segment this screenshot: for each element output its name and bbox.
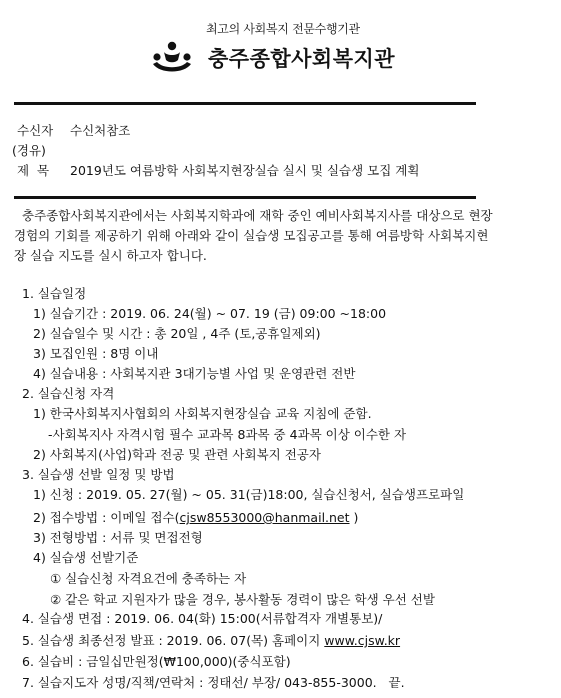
section-title-eligibility: 2. 실습신청 자격: [22, 386, 115, 401]
section-title-supervisor: 7. 실습지도자 성명/직책/연락처 : 정태선/ 부장/ 043-855-3000. 끝.: [22, 675, 405, 690]
list-item: 1) 신청 : 2019. 05. 27(월) ~ 05. 31(금)18:00, 실습신청서, 실습생프로파일: [33, 487, 465, 502]
header-divider: [14, 102, 476, 105]
org-name: 충주종합사회복지관: [208, 47, 396, 71]
list-item: 3) 모집인원 : 8명 이내: [33, 346, 159, 361]
list-item-text: 2) 접수방법 : 이메일 접수(: [33, 510, 180, 525]
list-subitem: -사회복지사 자격시험 필수 교과목 8과목 중 4과목 이상 이수한 자: [48, 427, 407, 442]
list-subitem: ① 실습신청 자격요건에 충족하는 자: [50, 571, 247, 586]
list-item: 1) 한국사회복지사협회의 사회복지현장실습 교육 지침에 준함.: [33, 406, 372, 421]
list-item: 4) 실습내용 : 사회복지관 3대기능별 사업 및 운영관련 전반: [33, 366, 356, 381]
list-item: 4) 실습생 선발기준: [33, 550, 139, 565]
section-title-selection: 3. 실습생 선발 일정 및 방법: [22, 467, 175, 482]
list-item: 1) 실습기간 : 2019. 06. 24(월) ~ 07. 19 (금) 09:00 ~18:00: [33, 306, 387, 321]
announcement-text: 5. 실습생 최종선정 발표 : 2019. 06. 07(목) 홈페이지: [22, 633, 325, 648]
list-item: [33, 510, 358, 526]
email-link[interactable]: cjsw8553000@hanmail.net: [179, 510, 350, 525]
recipient-label: 수신자: [17, 123, 54, 138]
intro-line: 경험의 기회를 제공하기 위해 아래와 같이 실습생 모집공고를 통해 여름방학 사회복지현: [14, 228, 489, 243]
org-logo: [150, 40, 194, 80]
intro-line: 장 실습 지도를 실시 하고자 합니다.: [14, 248, 207, 263]
via-label: (경유): [12, 143, 46, 158]
list-subitem: ② 같은 학교 지원자가 많을 경우, 봉사활동 경력이 많은 학생 우선 선발: [50, 592, 435, 607]
section-title-fee: 6. 실습비 : 금일십만원정(₩100,000)(중식포함): [22, 654, 291, 669]
recipient-value: 수신처참조: [70, 123, 131, 138]
section-title-interview: 4. 실습생 면접 : 2019. 06. 04(화) 15:00(서류합격자 개별통보)/: [22, 611, 383, 626]
intro-line: 충주종합사회복지관에서는 사회복지학과에 재학 중인 예비사회복지사를 대상으로 현장: [22, 208, 493, 223]
list-item: 2) 실습일수 및 시간 : 총 20일 , 4주 (토,공휴일제외): [33, 326, 321, 341]
section-title-announcement: [22, 633, 400, 649]
subject-value: 2019년도 여름방학 사회복지현장실습 실시 및 실습생 모집 계획: [70, 163, 420, 178]
homepage-link[interactable]: www.cjsw.kr: [324, 633, 401, 648]
list-item: 2) 사회복지(사업)학과 전공 및 관련 사회복지 전공자: [33, 447, 321, 462]
org-logo-icon: [150, 40, 194, 80]
section-title-schedule: 1. 실습일정: [22, 286, 87, 301]
org-tagline: 최고의 사회복지 전문수행기관: [206, 22, 360, 36]
list-item: 3) 전형방법 : 서류 및 면접전형: [33, 530, 203, 545]
subject-label: 제 목: [17, 163, 50, 178]
list-item-text: ): [349, 510, 359, 525]
subject-divider: [14, 196, 476, 199]
